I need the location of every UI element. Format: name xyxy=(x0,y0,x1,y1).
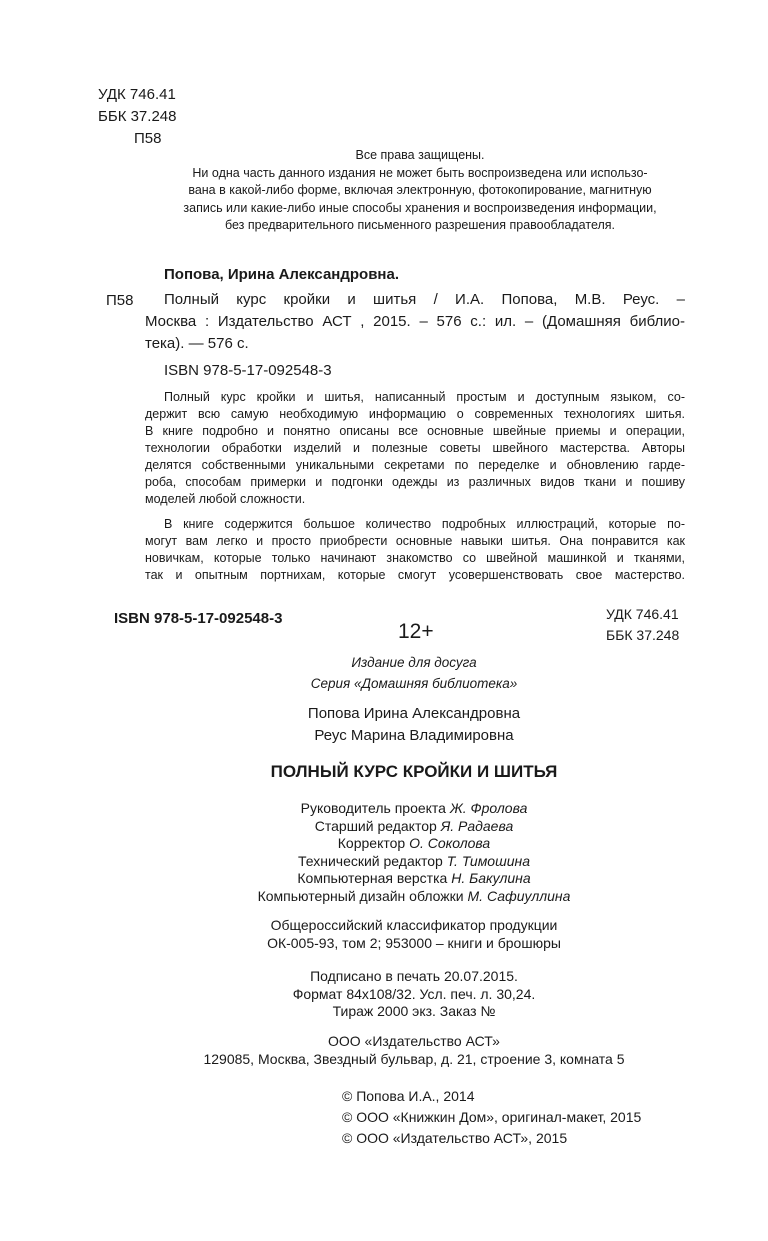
annotation-line: так и опытным портнихам, которые смогут усовершенствовать свое мастерство. xyxy=(145,568,685,582)
bbk-code: ББК 37.248 xyxy=(98,108,177,125)
staff-credits xyxy=(130,800,698,905)
annotation-line: В книге подробно и понятно описаны все основные швейные приемы и операции, xyxy=(145,424,685,438)
imprint-codes xyxy=(606,604,679,646)
staff-line: Технический редактор Т. Тимошина xyxy=(297,852,530,869)
author-name: Попова Ирина Александровна xyxy=(307,705,521,722)
print-info xyxy=(130,968,698,1021)
edition-type: Издание для досуга xyxy=(351,655,477,670)
annotation-line: делятся собственными уникальными секретами по переделке и обновлению гарде- xyxy=(145,458,685,472)
rights-line: вана в какой-либо форме, включая электронную, фотокопирование, магнитную xyxy=(188,183,652,197)
imprint-bbk: ББК 37.248 xyxy=(606,627,680,643)
age-rating: 12+ xyxy=(398,620,434,643)
print-line: Формат 84x108/32. Усл. печ. л. 30,24. xyxy=(292,985,536,1002)
staff-line: Руководитель проекта Ж. Фролова xyxy=(300,800,528,816)
copyright-line: © ООО «Книжкин Дом», оригинал-макет, 2015 xyxy=(342,1109,642,1125)
classifier-line: Общероссийский классификатор продукции xyxy=(270,917,558,933)
copyright-line: © ООО «Издательство АСТ», 2015 xyxy=(342,1130,568,1146)
publisher-name: ООО «Издательство АСТ» xyxy=(328,1033,500,1049)
book-title: ПОЛНЫЙ КУРС КРОЙКИ И ШИТЬЯ xyxy=(270,762,558,781)
publisher-info xyxy=(130,1033,698,1068)
product-classifier xyxy=(130,917,698,952)
udk-code: УДК 746.41 xyxy=(98,86,176,103)
staff-line: Компьютерный дизайн обложки М. Сафиуллина xyxy=(257,887,571,904)
edition-info xyxy=(130,652,698,694)
annotation xyxy=(145,389,685,584)
copyright-line: © Попова И.А., 2014 xyxy=(342,1088,475,1104)
bibliographic-line: Москва : Издательство АСТ , 2015. – 576 с.: ил. – (Домашняя библио- xyxy=(145,313,685,330)
imprint-isbn: ISBN 978-5-17-092548-3 xyxy=(114,610,283,627)
bibliographic-description xyxy=(145,289,685,355)
annotation-line: роба, способам примерки и подгонки одежды из различных видов ткани и пошиву xyxy=(145,475,685,489)
bibliographic-author: Попова, Ирина Александровна. xyxy=(164,266,399,283)
print-line: Подписано в печать 20.07.2015. xyxy=(310,968,518,984)
staff-line: Компьютерная верстка Н. Бакулина xyxy=(297,870,531,886)
annotation-line: моделей любой сложности. xyxy=(145,492,306,506)
annotation-line: технологии обработки изделий и полезные советы швейного мастерства. Авторы xyxy=(145,441,685,455)
bibliographic-code: П58 xyxy=(106,292,134,309)
rights-line: Ни одна часть данного издания не может быть воспроизведена или использо- xyxy=(192,165,648,180)
print-line: Тираж 2000 экз. Заказ № xyxy=(332,1003,496,1019)
author-name: Реус Марина Владимировна xyxy=(314,727,514,744)
rights-line: без предварительного письменного разрешения правообладателя. xyxy=(224,218,616,232)
rights-line: запись или какие-либо иные способы хранения и воспроизведения информации, xyxy=(183,200,657,215)
imprint-udk: УДК 746.41 xyxy=(606,606,679,622)
classifier-line: ОК-005-93, том 2; 953000 – книги и брошюры xyxy=(267,934,561,951)
bibliographic-isbn: ISBN 978-5-17-092548-3 xyxy=(164,362,332,379)
header-codes xyxy=(98,84,176,150)
bibliographic-line: Полный курс кройки и шитья / И.А. Попова, М.В. Реус. – xyxy=(164,291,685,308)
author-mark: П58 xyxy=(134,130,162,147)
publisher-address: 129085, Москва, Звездный бульвар, д. 21, строение 3, комната 5 xyxy=(203,1050,625,1067)
staff-line: Старший редактор Я. Радаева xyxy=(314,817,514,834)
rights-notice xyxy=(150,147,690,235)
authors-list xyxy=(130,703,698,747)
rights-line: Все права защищены. xyxy=(355,148,485,162)
copyright-notices xyxy=(342,1086,641,1149)
annotation-line: Полный курс кройки и шитья, написанный простым и доступным языком, со- xyxy=(164,390,685,404)
series-name: Серия «Домашняя библиотека» xyxy=(310,676,518,691)
annotation-line: могут вам легко и просто приобрести основные навыки шитья. Она понравится как xyxy=(145,534,685,548)
staff-line: Корректор О. Соколова xyxy=(337,835,491,851)
annotation-line: В книге содержится большое количество подробных иллюстраций, которые по- xyxy=(164,517,685,531)
bibliographic-line: тека). — 576 с. xyxy=(145,335,249,352)
annotation-line: держит всю самую необходимую информацию о современных технологиях шитья. xyxy=(145,407,685,421)
annotation-line: новичкам, которые только начинают знакомство со швейной машинкой и тканями, xyxy=(145,551,685,565)
